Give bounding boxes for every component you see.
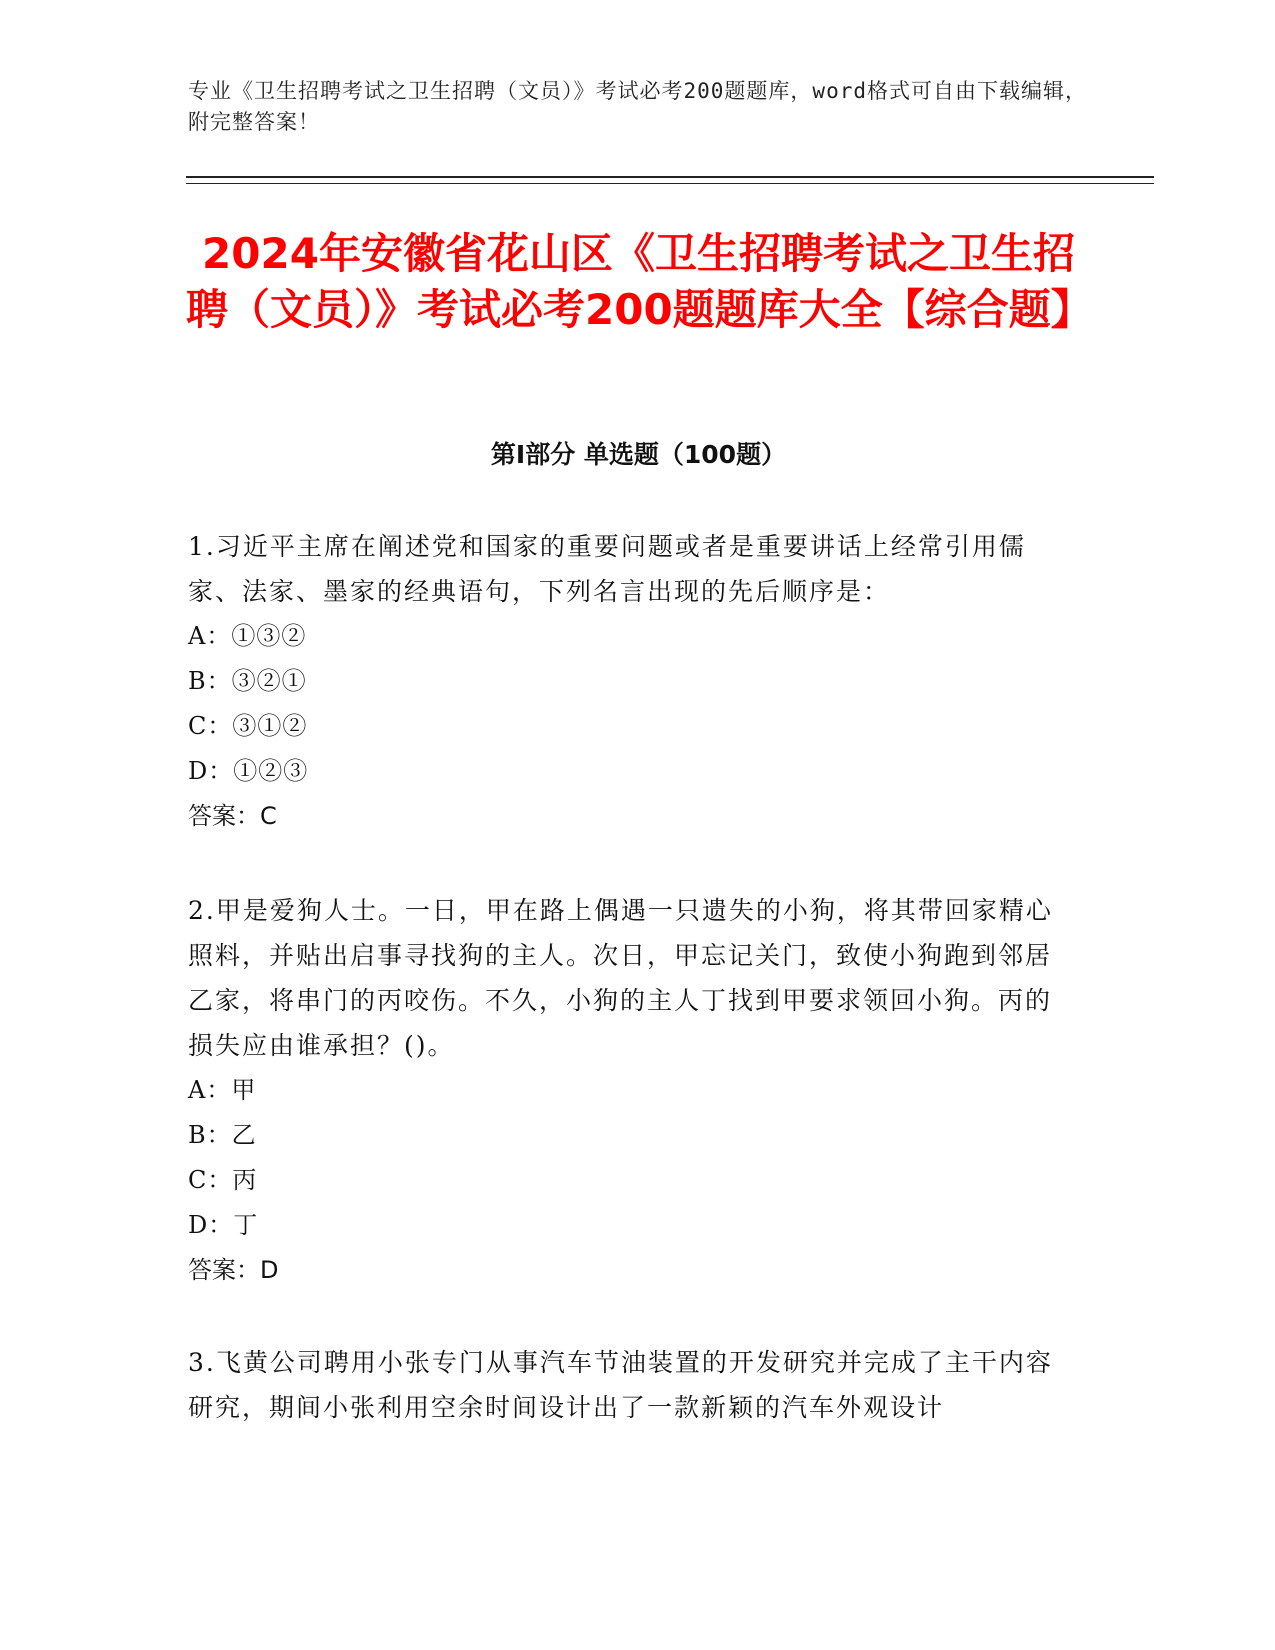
section-title: 第Ⅰ部分 单选题（100题） — [490, 440, 787, 469]
question-3 — [188, 1340, 1068, 1430]
question-stem: 2.甲是爱狗人士。一日，甲在路上偶遇一只遗失的小狗，将其带回家精心照料，并贴出启事寻找狗的主人。次日，甲忘记关门，致使小狗跑到邻居乙家，将串门的丙咬伤。不久，小狗的主人丁找到甲要求领回小狗。丙的损失应由谁承担？()。 — [188, 896, 1053, 1060]
option-c: C：丙 — [188, 1166, 258, 1194]
header-divider-thin — [186, 183, 1154, 184]
option-b: B：乙 — [188, 1121, 257, 1149]
answer: 答案：C — [188, 802, 277, 830]
option-d: D：①②③ — [188, 757, 309, 785]
option-b: B：③②① — [188, 667, 307, 695]
question-stem: 3.飞黄公司聘用小张专门从事汽车节油装置的开发研究并完成了主干内容研究，期间小张利用空余时间设计出了一款新颖的汽车外观设计 — [188, 1348, 1053, 1422]
option-a: A：甲 — [188, 1076, 257, 1104]
question-2 — [188, 888, 1068, 1293]
option-d: D：丁 — [188, 1211, 259, 1239]
header-note: 专业《卫生招聘考试之卫生招聘（文员）》考试必考200题题库，word格式可自由下载编辑，附完整答案！ — [188, 79, 1087, 134]
option-c: C：③①② — [188, 712, 308, 740]
option-a: A：①③② — [188, 622, 307, 650]
question-1 — [188, 524, 1068, 839]
document-title: 2024年安徽省花山区《卫生招聘考试之卫生招聘（文员）》考试必考200题题库大全【综合题】 — [186, 229, 1093, 334]
question-stem: 1.习近平主席在阐述党和国家的重要问题或者是重要讲话上经常引用儒家、法家、墨家的经典语句，下列名言出现的先后顺序是： — [188, 532, 1026, 606]
answer: 答案：D — [188, 1256, 279, 1284]
header-divider-thick — [186, 176, 1154, 178]
